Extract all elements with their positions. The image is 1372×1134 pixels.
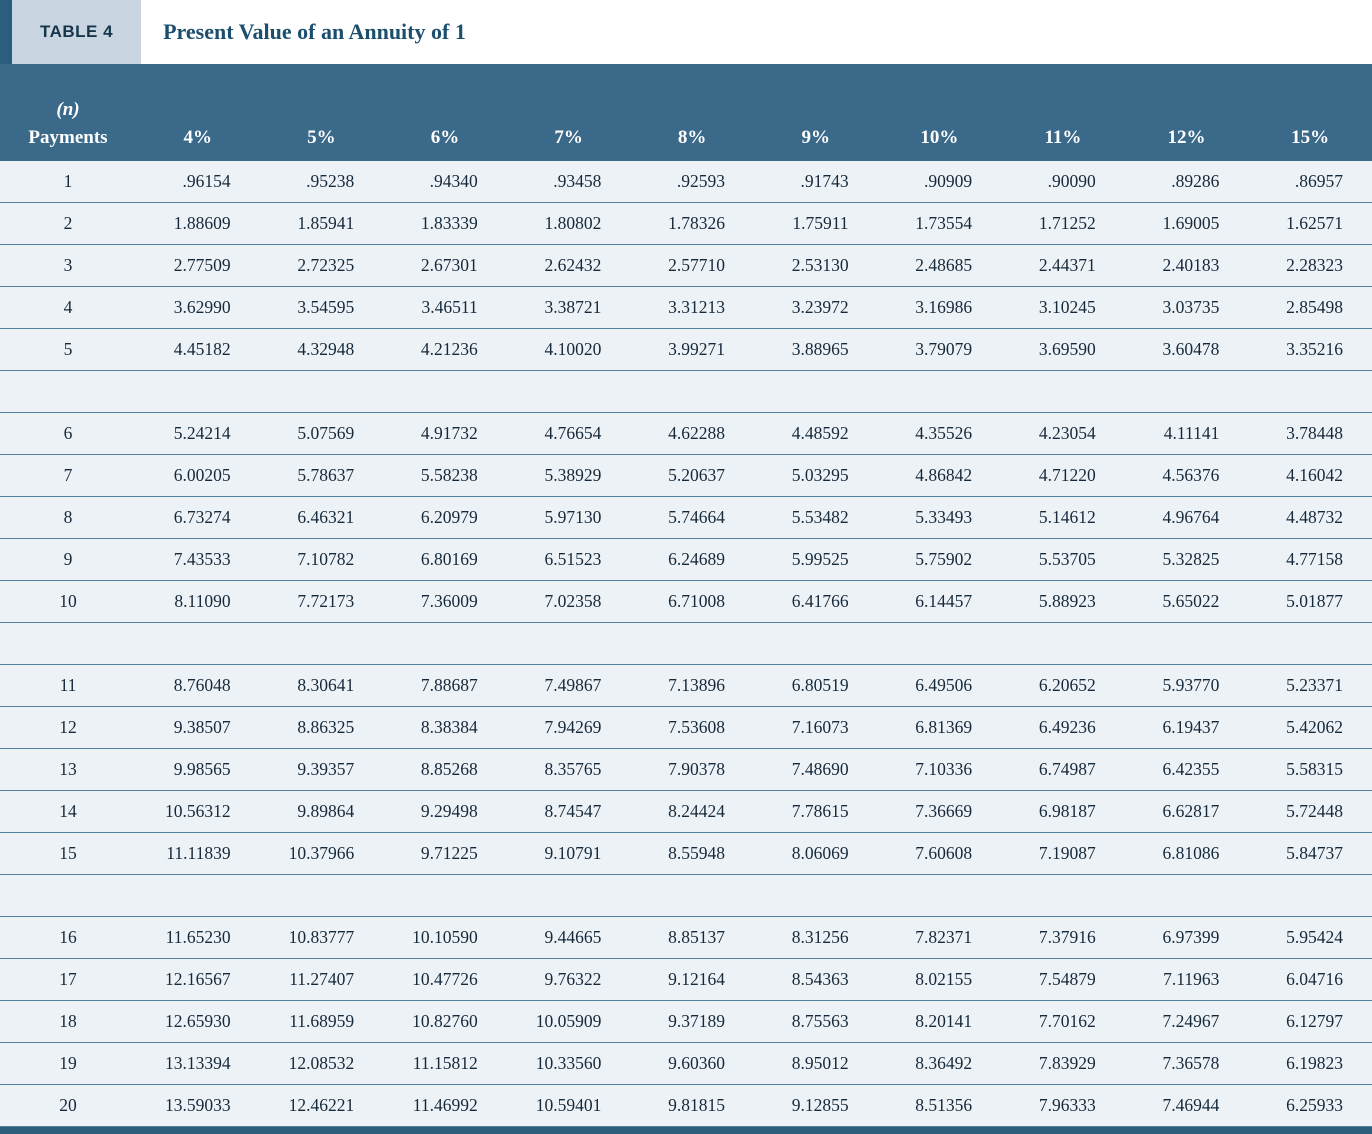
payments-cell: 20: [0, 1085, 136, 1127]
value-cell: 5.24214: [136, 413, 260, 455]
value-cell: 2.28323: [1248, 245, 1372, 287]
header-row: [0, 64, 1372, 161]
value-cell: 3.60478: [1125, 329, 1249, 371]
value-cell: 8.85137: [630, 917, 754, 959]
payments-header-label: Payments: [28, 127, 108, 148]
value-cell: 11.27407: [260, 959, 384, 1001]
group-separator-row: [0, 875, 1372, 917]
value-cell: 7.88687: [383, 665, 507, 707]
table-row: [0, 1085, 1372, 1127]
value-cell: 2.62432: [507, 245, 631, 287]
value-cell: .93458: [507, 161, 631, 203]
table-row: [0, 329, 1372, 371]
value-cell: 10.59401: [507, 1085, 631, 1127]
value-cell: 4.71220: [1001, 455, 1125, 497]
table-row: [0, 665, 1372, 707]
value-cell: 3.16986: [878, 287, 1002, 329]
value-cell: 8.06069: [754, 833, 878, 875]
value-cell: 6.73274: [136, 497, 260, 539]
value-cell: 1.80802: [507, 203, 631, 245]
value-cell: 6.19437: [1125, 707, 1249, 749]
rate-header-12: 12%: [1125, 64, 1249, 161]
payments-cell: 16: [0, 917, 136, 959]
payments-cell: 19: [0, 1043, 136, 1085]
value-cell: 7.37916: [1001, 917, 1125, 959]
value-cell: 13.59033: [136, 1085, 260, 1127]
value-cell: 4.48732: [1248, 497, 1372, 539]
value-cell: 8.54363: [754, 959, 878, 1001]
value-cell: 7.13896: [630, 665, 754, 707]
value-cell: 8.30641: [260, 665, 384, 707]
value-cell: 3.31213: [630, 287, 754, 329]
table-row: [0, 203, 1372, 245]
value-cell: 6.51523: [507, 539, 631, 581]
payments-cell: 7: [0, 455, 136, 497]
group-separator-cell: [0, 623, 1372, 665]
value-cell: 5.33493: [878, 497, 1002, 539]
value-cell: 4.56376: [1125, 455, 1249, 497]
value-cell: 6.00205: [136, 455, 260, 497]
group-separator-row: [0, 371, 1372, 413]
value-cell: 11.11839: [136, 833, 260, 875]
value-cell: 5.75902: [878, 539, 1002, 581]
payments-header: [0, 64, 136, 161]
table-row: [0, 413, 1372, 455]
bottom-edge-accent: [0, 1127, 1372, 1134]
payments-cell: 15: [0, 833, 136, 875]
value-cell: 6.49236: [1001, 707, 1125, 749]
value-cell: 1.73554: [878, 203, 1002, 245]
value-cell: 7.19087: [1001, 833, 1125, 875]
value-cell: 9.71225: [383, 833, 507, 875]
payments-cell: 4: [0, 287, 136, 329]
payments-cell: 10: [0, 581, 136, 623]
value-cell: 3.23972: [754, 287, 878, 329]
value-cell: .90909: [878, 161, 1002, 203]
value-cell: 5.20637: [630, 455, 754, 497]
rate-header-5: 5%: [260, 64, 384, 161]
value-cell: 1.88609: [136, 203, 260, 245]
value-cell: 4.48592: [754, 413, 878, 455]
payments-cell: 9: [0, 539, 136, 581]
payments-cell: 5: [0, 329, 136, 371]
group-separator-cell: [0, 371, 1372, 413]
value-cell: 9.12855: [754, 1085, 878, 1127]
value-cell: 10.37966: [260, 833, 384, 875]
payments-cell: 18: [0, 1001, 136, 1043]
value-cell: 7.94269: [507, 707, 631, 749]
value-cell: 6.42355: [1125, 749, 1249, 791]
value-cell: 8.35765: [507, 749, 631, 791]
value-cell: 7.49867: [507, 665, 631, 707]
value-cell: 8.11090: [136, 581, 260, 623]
value-cell: 7.48690: [754, 749, 878, 791]
value-cell: 10.83777: [260, 917, 384, 959]
value-cell: 5.99525: [754, 539, 878, 581]
value-cell: 4.77158: [1248, 539, 1372, 581]
table-row: [0, 497, 1372, 539]
value-cell: 6.81086: [1125, 833, 1249, 875]
table-row: [0, 833, 1372, 875]
value-cell: 9.37189: [630, 1001, 754, 1043]
rate-header-10: 10%: [878, 64, 1002, 161]
value-cell: 6.12797: [1248, 1001, 1372, 1043]
value-cell: 12.16567: [136, 959, 260, 1001]
value-cell: 7.70162: [1001, 1001, 1125, 1043]
value-cell: 12.08532: [260, 1043, 384, 1085]
value-cell: 5.23371: [1248, 665, 1372, 707]
table-row: [0, 539, 1372, 581]
rate-header-9: 9%: [754, 64, 878, 161]
value-cell: 1.69005: [1125, 203, 1249, 245]
value-cell: 7.43533: [136, 539, 260, 581]
value-cell: 9.38507: [136, 707, 260, 749]
value-cell: 9.39357: [260, 749, 384, 791]
value-cell: 8.86325: [260, 707, 384, 749]
value-cell: 13.13394: [136, 1043, 260, 1085]
value-cell: 1.78326: [630, 203, 754, 245]
value-cell: 3.46511: [383, 287, 507, 329]
table-row: [0, 1043, 1372, 1085]
value-cell: 2.85498: [1248, 287, 1372, 329]
rate-header-11: 11%: [1001, 64, 1125, 161]
value-cell: 5.01877: [1248, 581, 1372, 623]
value-cell: 2.40183: [1125, 245, 1249, 287]
value-cell: 10.47726: [383, 959, 507, 1001]
value-cell: 12.65930: [136, 1001, 260, 1043]
value-cell: 10.82760: [383, 1001, 507, 1043]
value-cell: 6.71008: [630, 581, 754, 623]
value-cell: 10.56312: [136, 791, 260, 833]
value-cell: 7.24967: [1125, 1001, 1249, 1043]
table-row: [0, 287, 1372, 329]
value-cell: 3.79079: [878, 329, 1002, 371]
value-cell: 2.77509: [136, 245, 260, 287]
value-cell: 8.31256: [754, 917, 878, 959]
group-separator-row: [0, 623, 1372, 665]
value-cell: 5.65022: [1125, 581, 1249, 623]
value-cell: 5.53482: [754, 497, 878, 539]
value-cell: 8.51356: [878, 1085, 1002, 1127]
value-cell: 5.88923: [1001, 581, 1125, 623]
value-cell: 5.95424: [1248, 917, 1372, 959]
value-cell: 5.38929: [507, 455, 631, 497]
value-cell: 11.68959: [260, 1001, 384, 1043]
rate-header-4: 4%: [136, 64, 260, 161]
value-cell: 8.02155: [878, 959, 1002, 1001]
payments-cell: 3: [0, 245, 136, 287]
value-cell: 10.33560: [507, 1043, 631, 1085]
value-cell: 7.78615: [754, 791, 878, 833]
value-cell: 7.36009: [383, 581, 507, 623]
value-cell: 6.14457: [878, 581, 1002, 623]
table-label: TABLE 4: [40, 22, 114, 41]
value-cell: 3.03735: [1125, 287, 1249, 329]
payments-cell: 1: [0, 161, 136, 203]
value-cell: 1.71252: [1001, 203, 1125, 245]
corner-edge-accent: [0, 0, 12, 64]
value-cell: .91743: [754, 161, 878, 203]
value-cell: 7.53608: [630, 707, 754, 749]
rate-header-15: 15%: [1248, 64, 1372, 161]
value-cell: 4.11141: [1125, 413, 1249, 455]
value-cell: 5.74664: [630, 497, 754, 539]
value-cell: 4.96764: [1125, 497, 1249, 539]
value-cell: .90090: [1001, 161, 1125, 203]
value-cell: 2.53130: [754, 245, 878, 287]
value-cell: 5.78637: [260, 455, 384, 497]
value-cell: .89286: [1125, 161, 1249, 203]
value-cell: 6.41766: [754, 581, 878, 623]
value-cell: 5.42062: [1248, 707, 1372, 749]
value-cell: 3.35216: [1248, 329, 1372, 371]
value-cell: 5.03295: [754, 455, 878, 497]
value-cell: 5.14612: [1001, 497, 1125, 539]
value-cell: 8.24424: [630, 791, 754, 833]
value-cell: 6.46321: [260, 497, 384, 539]
value-cell: 9.89864: [260, 791, 384, 833]
value-cell: 1.85941: [260, 203, 384, 245]
value-cell: 7.36669: [878, 791, 1002, 833]
value-cell: 4.62288: [630, 413, 754, 455]
value-cell: 5.58315: [1248, 749, 1372, 791]
value-cell: 12.46221: [260, 1085, 384, 1127]
value-cell: .95238: [260, 161, 384, 203]
value-cell: 9.12164: [630, 959, 754, 1001]
table-row: [0, 749, 1372, 791]
value-cell: 4.10020: [507, 329, 631, 371]
value-cell: 8.95012: [754, 1043, 878, 1085]
value-cell: 7.10336: [878, 749, 1002, 791]
value-cell: 9.44665: [507, 917, 631, 959]
table-row: [0, 455, 1372, 497]
value-cell: 6.25933: [1248, 1085, 1372, 1127]
value-cell: 6.19823: [1248, 1043, 1372, 1085]
value-cell: 4.23054: [1001, 413, 1125, 455]
value-cell: 3.78448: [1248, 413, 1372, 455]
value-cell: 10.10590: [383, 917, 507, 959]
value-cell: 9.10791: [507, 833, 631, 875]
value-cell: 7.96333: [1001, 1085, 1125, 1127]
value-cell: 2.67301: [383, 245, 507, 287]
value-cell: 4.91732: [383, 413, 507, 455]
rate-header-7: 7%: [507, 64, 631, 161]
value-cell: 6.62817: [1125, 791, 1249, 833]
value-cell: 9.29498: [383, 791, 507, 833]
payments-cell: 14: [0, 791, 136, 833]
value-cell: 5.07569: [260, 413, 384, 455]
value-cell: 4.86842: [878, 455, 1002, 497]
value-cell: 3.10245: [1001, 287, 1125, 329]
value-cell: 5.32825: [1125, 539, 1249, 581]
value-cell: 1.62571: [1248, 203, 1372, 245]
value-cell: 4.21236: [383, 329, 507, 371]
value-cell: 7.36578: [1125, 1043, 1249, 1085]
value-cell: 1.83339: [383, 203, 507, 245]
value-cell: 7.83929: [1001, 1043, 1125, 1085]
value-cell: 6.97399: [1125, 917, 1249, 959]
value-cell: 8.55948: [630, 833, 754, 875]
value-cell: 9.60360: [630, 1043, 754, 1085]
table-label-box: [12, 0, 141, 64]
value-cell: 9.98565: [136, 749, 260, 791]
value-cell: 4.35526: [878, 413, 1002, 455]
value-cell: 7.46944: [1125, 1085, 1249, 1127]
rate-header-6: 6%: [383, 64, 507, 161]
table-row: [0, 161, 1372, 203]
group-separator-cell: [0, 875, 1372, 917]
value-cell: 3.69590: [1001, 329, 1125, 371]
table-row: [0, 959, 1372, 1001]
value-cell: .96154: [136, 161, 260, 203]
value-cell: 8.38384: [383, 707, 507, 749]
value-cell: .86957: [1248, 161, 1372, 203]
value-cell: 3.38721: [507, 287, 631, 329]
value-cell: 3.54595: [260, 287, 384, 329]
value-cell: 6.98187: [1001, 791, 1125, 833]
payments-cell: 2: [0, 203, 136, 245]
value-cell: 5.72448: [1248, 791, 1372, 833]
payments-cell: 11: [0, 665, 136, 707]
table-row: [0, 581, 1372, 623]
value-cell: 5.93770: [1125, 665, 1249, 707]
value-cell: 2.48685: [878, 245, 1002, 287]
value-cell: 8.85268: [383, 749, 507, 791]
value-cell: 5.53705: [1001, 539, 1125, 581]
table-title-bar: [0, 0, 1372, 64]
value-cell: 6.74987: [1001, 749, 1125, 791]
value-cell: 6.49506: [878, 665, 1002, 707]
table-row: [0, 245, 1372, 287]
value-cell: 6.20979: [383, 497, 507, 539]
value-cell: 5.84737: [1248, 833, 1372, 875]
value-cell: 8.75563: [754, 1001, 878, 1043]
value-cell: 4.45182: [136, 329, 260, 371]
table-row: [0, 791, 1372, 833]
value-cell: 6.20652: [1001, 665, 1125, 707]
value-cell: 4.16042: [1248, 455, 1372, 497]
value-cell: 7.02358: [507, 581, 631, 623]
value-cell: 2.44371: [1001, 245, 1125, 287]
table-header: [0, 64, 1372, 161]
value-cell: 7.54879: [1001, 959, 1125, 1001]
table-title: Present Value of an Annuity of 1: [163, 19, 466, 44]
value-cell: 11.46992: [383, 1085, 507, 1127]
value-cell: 11.65230: [136, 917, 260, 959]
value-cell: .94340: [383, 161, 507, 203]
value-cell: 7.60608: [878, 833, 1002, 875]
value-cell: 4.76654: [507, 413, 631, 455]
value-cell: 2.57710: [630, 245, 754, 287]
table-row: [0, 1001, 1372, 1043]
value-cell: 3.88965: [754, 329, 878, 371]
value-cell: 7.82371: [878, 917, 1002, 959]
value-cell: 5.58238: [383, 455, 507, 497]
value-cell: 5.97130: [507, 497, 631, 539]
n-symbol: (n): [56, 99, 80, 120]
value-cell: 6.80169: [383, 539, 507, 581]
value-cell: 4.32948: [260, 329, 384, 371]
value-cell: 8.20141: [878, 1001, 1002, 1043]
value-cell: 9.76322: [507, 959, 631, 1001]
payments-cell: 17: [0, 959, 136, 1001]
value-cell: 7.90378: [630, 749, 754, 791]
table-row: [0, 707, 1372, 749]
value-cell: 3.99271: [630, 329, 754, 371]
table-row: [0, 917, 1372, 959]
payments-cell: 12: [0, 707, 136, 749]
value-cell: 8.74547: [507, 791, 631, 833]
value-cell: 7.16073: [754, 707, 878, 749]
value-cell: 6.81369: [878, 707, 1002, 749]
value-cell: 7.11963: [1125, 959, 1249, 1001]
value-cell: 8.76048: [136, 665, 260, 707]
value-cell: 2.72325: [260, 245, 384, 287]
value-cell: 11.15812: [383, 1043, 507, 1085]
payments-cell: 8: [0, 497, 136, 539]
table-title-wrap: [141, 0, 466, 64]
payments-cell: 13: [0, 749, 136, 791]
value-cell: 6.04716: [1248, 959, 1372, 1001]
value-cell: 10.05909: [507, 1001, 631, 1043]
table-body: [0, 161, 1372, 1127]
rate-header-8: 8%: [630, 64, 754, 161]
value-cell: 3.62990: [136, 287, 260, 329]
annuity-table: [0, 64, 1372, 1127]
value-cell: 8.36492: [878, 1043, 1002, 1085]
value-cell: 1.75911: [754, 203, 878, 245]
value-cell: .92593: [630, 161, 754, 203]
value-cell: 6.80519: [754, 665, 878, 707]
payments-cell: 6: [0, 413, 136, 455]
value-cell: 6.24689: [630, 539, 754, 581]
value-cell: 7.72173: [260, 581, 384, 623]
value-cell: 9.81815: [630, 1085, 754, 1127]
value-cell: 7.10782: [260, 539, 384, 581]
